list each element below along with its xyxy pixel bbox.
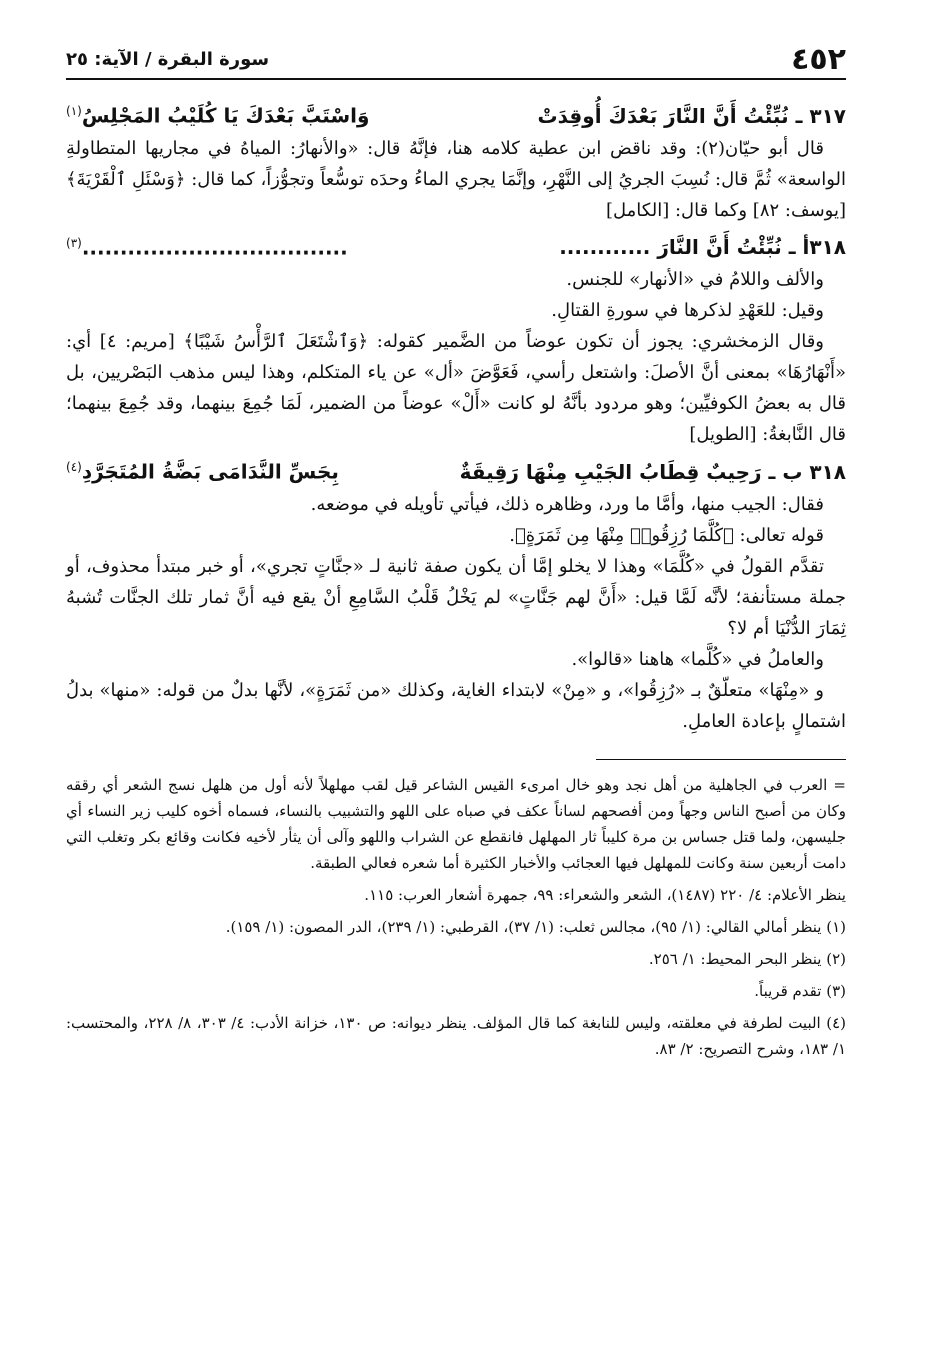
paragraph: قوله تعالى: ﴿كُلَّمَا رُزِقُوا۟ مِنْهَا مِن ثَمَرَةٍ﴾.	[509, 524, 824, 546]
verse-text: رَحِيبٌ قِطَابُ الجَيْبِ مِنْهَا رَقِيقَةٌ	[459, 459, 762, 484]
paragraph: والعاملُ في «كُلَّما» هاهنا «قالوا».	[571, 648, 824, 670]
verse-text: بِجَسِّ النَّدَامَى بَضَّةُ المُتَجَرَّدِ	[81, 459, 339, 484]
verse-first-hemistich	[538, 99, 846, 133]
running-title: سورة البقرة / الآية: ٢٥	[66, 48, 270, 70]
paragraph: و «مِنْهَا» متعلّقٌ بـ «رُزِقُوا»، و «مِنْ» لابتداء الغاية، وكذلك «من ثَمَرَةٍ»، لأنَّها بدلٌ من قوله: «منها» بدلُ اشتمالٍ بإعادة العاملِ.	[66, 679, 846, 732]
footnote-marker: (٤)	[66, 460, 82, 475]
footnote-3: (٣) تقدم قريباً.	[754, 981, 846, 1000]
footnotes	[66, 772, 846, 1062]
book-page	[66, 40, 846, 1340]
paragraph: فقال: الجيب منها، وأمَّا ما ورد، وظاهره ذلك، فيأتي تأويله في موضعه.	[310, 493, 824, 515]
verse-number: ٣١٨ ب ـ	[768, 459, 846, 484]
verse-second-hemistich	[66, 450, 339, 489]
page-number: ٤٥٢	[791, 41, 846, 77]
verse-text: ...................................	[81, 235, 348, 260]
verse-text: نُبِّئْتُ أَنَّ النَّارَ ............	[559, 235, 782, 260]
verse-318b	[66, 450, 846, 489]
verse-number: ٣١٧ ـ	[795, 103, 846, 128]
verse-318a	[66, 226, 846, 265]
verse-second-hemistich	[66, 226, 348, 265]
verse-second-hemistich	[66, 94, 369, 133]
footnote-2: (٢) ينظر البحر المحيط: ١/ ٢٥٦.	[648, 949, 846, 968]
verse-text: نُبِّئْتُ أَنَّ النَّارَ بَعْدَكَ أُوقِدَتْ	[537, 103, 789, 128]
footnote-continued: = العرب في الجاهلية من أهل نجد وهو خال امرىء القيس الشاعر قيل لقب مهلهلاً لأنه أول من هلهل نسج الشعر أي رققه وكان من أصبح الناس وجهاً ومن أفصحهم لساناً عكف في صباه على اللهو والتشبيب بالنساء، فسماه أخوه كليب زير النساء أي جليسهن، ولما قتل جساس بن مرة كليباً ثار المهلهل فانقطع عن الشراب واللهو وآلى أن يثأر لأخيه فكانت وقائع بكر وتغلب التي دامت أربعين سنة وكانت للمهلهل فيها العجائب والأخبار الكثيرة أما شعره فعالي الطبقة.	[66, 775, 846, 872]
verse-first-hemistich	[559, 230, 846, 264]
footnote-1: (١) ينظر أمالي القالي: (١/ ٩٥)، مجالس ثعلب: (١/ ٣٧)، القرطبي: (١/ ٢٣٩)، الدر المصون: (١/ ١٥٩).	[225, 917, 846, 936]
paragraph: وقيل: للعَهْدِ لذكرها في سورةِ القتالِ.	[551, 300, 824, 322]
paragraph: قال أبو حيّان(٢): وقد ناقض ابن عطية كلامه هنا، فإنَّهُ قال: «والأنهارُ: المياهُ في مجاريها المتطاولةِ الواسعة» ثُمَّ قال: نُسِبَ الجريُ إلى النَّهْرِ، وإنَّمَا يجري الماءُ وحدَه توسُّعاً وتجوُّزاً، كما قال: ﴿وَسْئَلِ ٱلْقَرْيَةَ﴾ [يوسف: ٨٢] وكما قال: [الكامل]	[66, 137, 846, 221]
verse-text: وَاسْتَبَّ بَعْدَكَ يَا كُلَيْبُ المَجْلِسُ	[81, 103, 370, 128]
page-header	[66, 40, 846, 80]
verse-number: ٣١٨أ ـ	[788, 235, 846, 260]
main-text	[66, 94, 846, 737]
verse-317	[66, 94, 846, 133]
paragraph: وقال الزمخشري: يجوز أن تكون عوضاً من الضَّمير كقوله: ﴿وَٱشْتَعَلَ ٱلرَّأْسُ شَيْبًا﴾ [مريم: ٤] أي: «أَنْهَارُهَا» بمعنى أنَّ الأصلَ: واشتعل رأسي، فَعَوَّضَ «أل» عن ياء المتكلم، وهذا ليس مذهب البَصْريين، بل قال به بعضُ الكوفيِّين؛ وهو مردود بأنَّهُ لو كانت «أَلْ» عوضاً من الضمير، لَمَا جُمِعَ بينهما، وقد جُمِعَ بينهما؛ قال النَّابغةُ: [الطويل]	[66, 331, 846, 446]
footnote-references: ينظر الأعلام: ٤/ ٢٢٠ (١٤٨٧)، الشعر والشعراء: ٩٩، جمهرة أشعار العرب: ١١٥.	[364, 885, 846, 904]
verse-first-hemistich	[460, 455, 846, 489]
paragraph: والألف واللامُ في «الأنهار» للجنس.	[566, 269, 824, 291]
footnote-separator	[596, 759, 846, 760]
paragraph: تقدَّم القولُ في «كُلَّمَا» وهذا لا يخلو إمَّا أن يكون صفة ثانية لـ «جنَّاتٍ تجري»، أو خبر مبتدأ محذوف، أو جملة مستأنفة؛ لأنَّه لَمَّا قيل: «أَنَّ لهم جَنَّاتٍ» لم يَخْلُ قَلْبُ السَّامِعِ أنْ يقع فيه أنَّ ثمار تلك الجنَّات تُشبهُ ثِمَارَ الدُّنْيَا أم لا؟	[66, 555, 846, 639]
footnote-marker: (١)	[66, 104, 82, 118]
footnote-marker: (٣)	[66, 235, 82, 250]
footnote-4: (٤) البيت لطرفة في معلقته، وليس للنابغة كما قال المؤلف. ينظر ديوانه: ص ١٣٠، خزانة الأدب: ٤/ ٣٠٣، ٨/ ٢٢٨، والمحتسب: ١/ ١٨٣، وشرح التصريح: ٢/ ٨٣.	[66, 1013, 847, 1058]
